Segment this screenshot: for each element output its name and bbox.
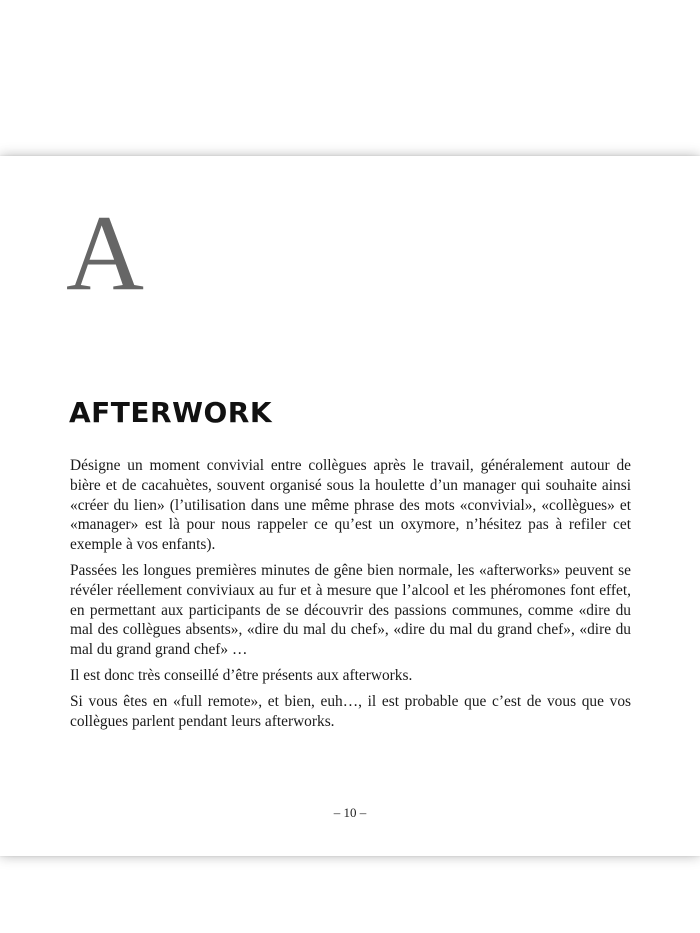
entry-body xyxy=(70,456,631,737)
book-page xyxy=(0,156,700,856)
paragraph: Désigne un moment convivial entre collègues après le travail, généralement autour de bière et de cacahuètes, souvent organisé sous la houlette d’un manager qui souhaite ainsi «créer du lien» (l’utilisation dans une même phrase des mots «convivial», «collègues» et «manager» est là pour nous rappeler ce qu’est un oxymore, n’hésitez pas à refiler cet exemple à vos enfants). xyxy=(70,457,631,554)
chapter-letter: A xyxy=(66,194,144,313)
paragraph: Il est donc très conseillé d’être présents aux afterworks. xyxy=(70,666,413,684)
paragraph: Passées les longues premières minutes de gêne bien normale, les «afterworks» peuvent se révéler réellement conviviaux au fur et à mesure que l’alcool et les phéromones font effet, en permettant aux participants de se découvrir des passions communes, comme «dire du mal des collègues absents», «dire du mal du chef», «dire du mal du grand chef», «dire du mal du grand grand chef» … xyxy=(70,561,631,659)
page-number: – 10 – xyxy=(333,805,367,820)
paragraph: Si vous êtes en «full remote», et bien, euh…, il est probable que c’est de vous que vos collègues parlent pendant leurs afterworks. xyxy=(70,692,631,730)
entry-title: AFTERWORK xyxy=(69,396,273,429)
